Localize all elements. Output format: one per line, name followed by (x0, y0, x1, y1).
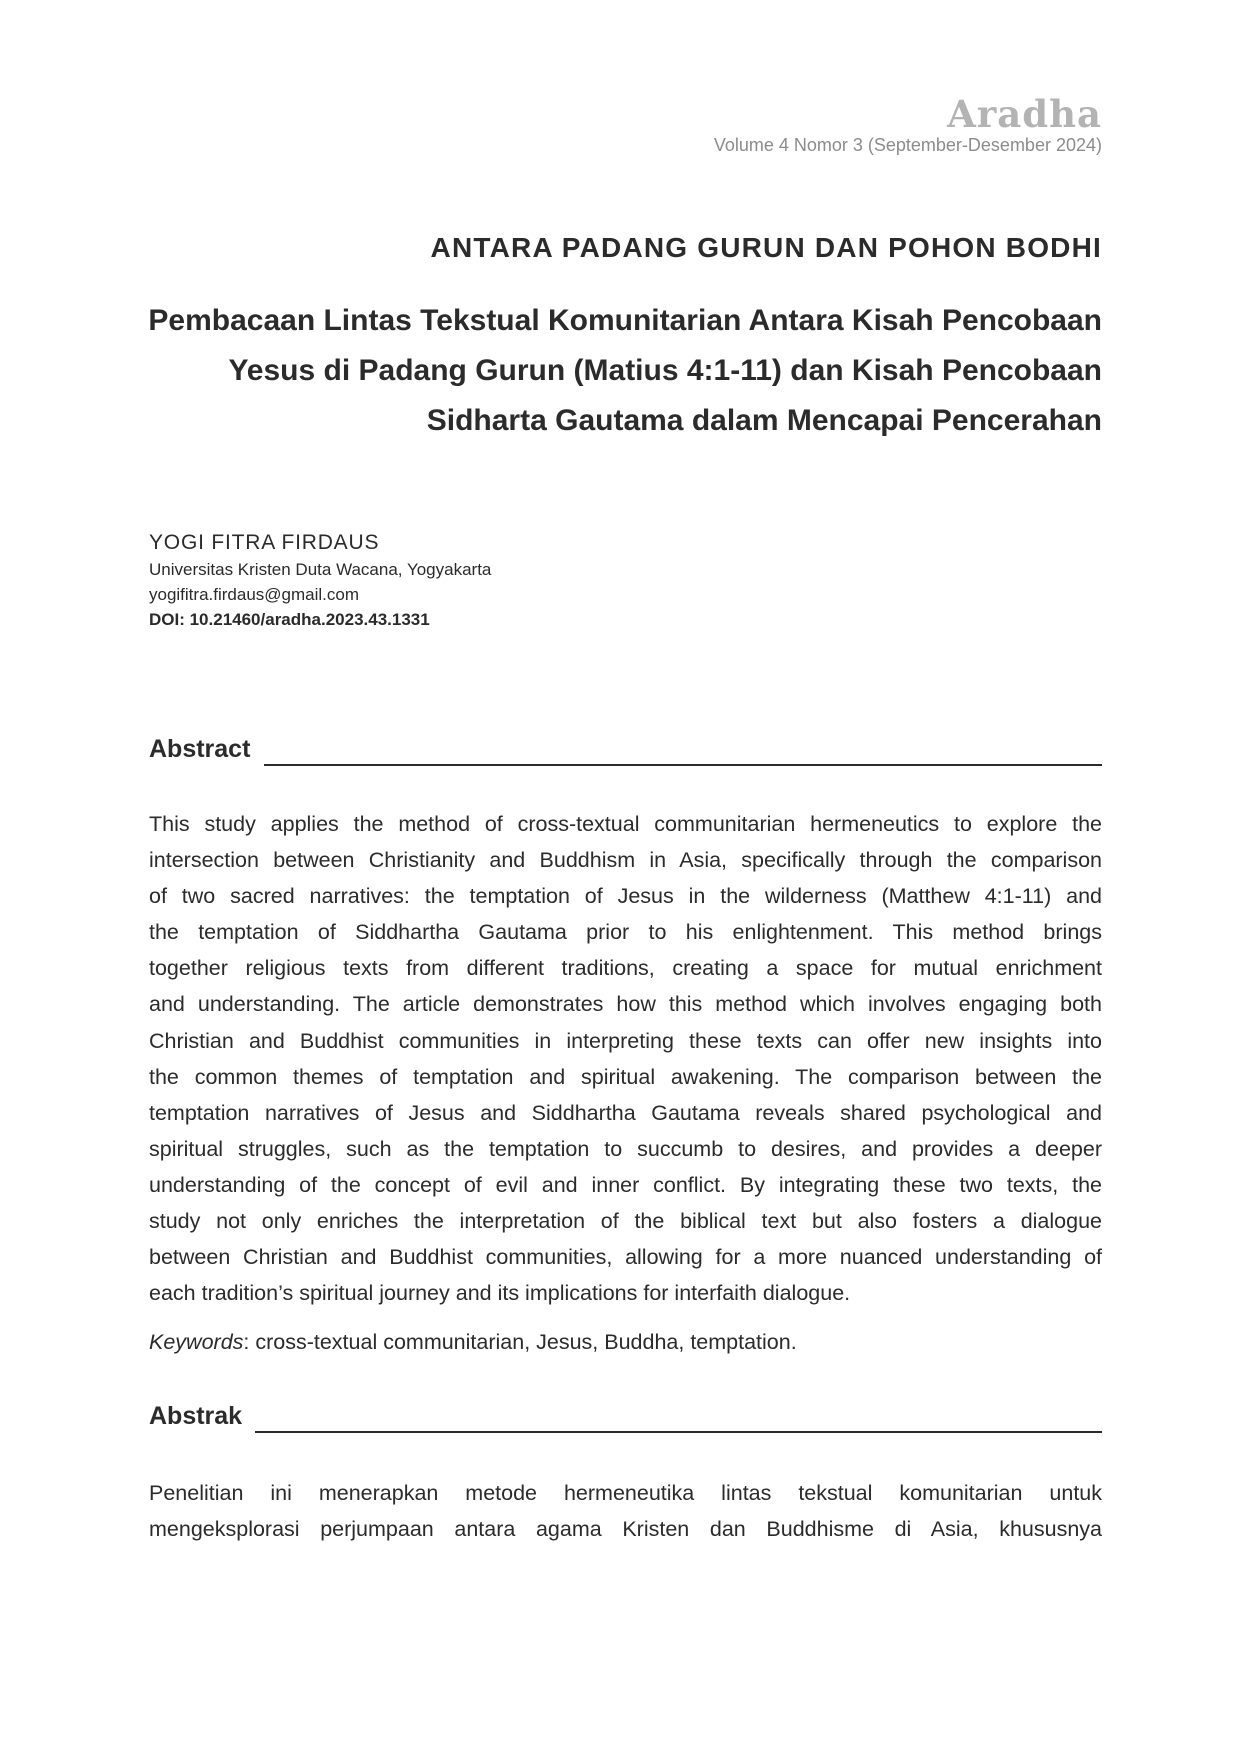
abstrak-heading-label: Abstrak (149, 1402, 243, 1430)
journal-logo: Aradha (947, 92, 1102, 136)
abstract-line: between Christian and Buddhist communities, allowing for a more nuanced understanding of (149, 1245, 1102, 1270)
abstract-line: together religious texts from different traditions, creating a space for mutual enrichment (149, 956, 1102, 981)
keywords (149, 1330, 797, 1355)
abstract-line: temptation narratives of Jesus and Siddhartha Gautama reveals shared psychological and (149, 1100, 1102, 1125)
abstrak-line: mengeksplorasi perjumpaan antara agama Kristen dan Buddhisme di Asia, khususnya (149, 1517, 1102, 1542)
abstract-body (149, 806, 1102, 1311)
heading-rule (255, 1431, 1102, 1433)
subtitle-line: Yesus di Padang Gurun (Matius 4:1-11) dan Kisah Pencobaan (228, 354, 1102, 387)
article-subtitle (102, 296, 1102, 446)
journal-issue: Volume 4 Nomor 3 (September-Desember 2024) (713, 135, 1102, 155)
abstrak-body (149, 1475, 1102, 1547)
abstrak-heading (149, 1402, 1102, 1436)
author-affiliation: Universitas Kristen Duta Wacana, Yogyakarta (149, 560, 492, 579)
doi: DOI: 10.21460/aradha.2023.43.1331 (149, 610, 430, 629)
heading-rule (264, 764, 1102, 766)
abstract-line: understanding of the concept of evil and inner conflict. By integrating these two texts, the (149, 1172, 1102, 1197)
abstract-line: the temptation of Siddhartha Gautama prior to his enlightenment. This method brings (149, 920, 1102, 945)
abstract-line: Christian and Buddhist communities in interpreting these texts can offer new insights into (149, 1028, 1102, 1053)
abstract-line: intersection between Christianity and Buddhism in Asia, specifically through the comparison (149, 848, 1102, 873)
abstract-heading-label: Abstract (149, 735, 251, 763)
author-email: yogifitra.firdaus@gmail.com (149, 585, 359, 604)
abstract-line: each tradition’s spiritual journey and its implications for interfaith dialogue. (149, 1281, 851, 1306)
author-name: YOGI FITRA FIRDAUS (149, 531, 380, 554)
keywords-label: Keywords (149, 1330, 244, 1354)
abstract-line: spiritual struggles, such as the temptation to succumb to desires, and provides a deeper (149, 1136, 1102, 1161)
subtitle-line: Sidharta Gautama dalam Mencapai Pencerahan (426, 404, 1102, 437)
abstract-line: study not only enriches the interpretation of the biblical text but also fosters a dialogue (149, 1209, 1102, 1234)
abstract-heading (149, 735, 1102, 769)
keywords-list: : cross-textual communitarian, Jesus, Buddha, temptation. (243, 1330, 797, 1354)
abstract-line: the common themes of temptation and spiritual awakening. The comparison between the (149, 1064, 1102, 1089)
article-title: ANTARA PADANG GURUN DAN POHON BODHI (430, 232, 1102, 263)
abstrak-line: Penelitian ini menerapkan metode hermeneutika lintas tekstual komunitarian untuk (149, 1481, 1102, 1505)
abstract-line: This study applies the method of cross-textual communitarian hermeneutics to explore the (149, 812, 1102, 836)
abstract-line: of two sacred narratives: the temptation of Jesus in the wilderness (Matthew 4:1-11) and (149, 884, 1102, 909)
subtitle-line: Pembacaan Lintas Tekstual Komunitarian Antara Kisah Pencobaan (148, 304, 1102, 337)
abstract-line: and understanding. The article demonstrates how this method which involves engaging both (149, 992, 1102, 1017)
